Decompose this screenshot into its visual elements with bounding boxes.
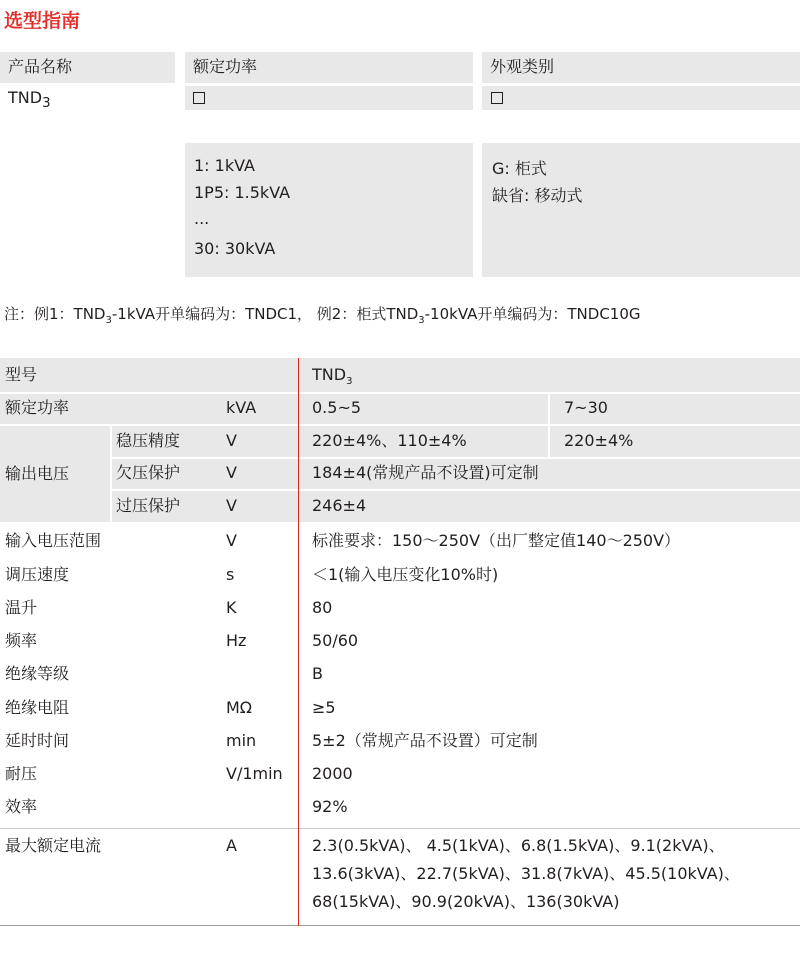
header-product-name: 产品名称 bbox=[0, 52, 175, 83]
output-row-value: 246±4 bbox=[312, 496, 367, 515]
note: 注：例1：$TND_3-1kVA$开单编码为：TNDC1， 例2：柜式$TND_3-10kVA$开单编码为：TNDC10G bbox=[4, 305, 641, 326]
output-row-name: 过压保护 bbox=[116, 496, 181, 515]
row-value: ≥5 bbox=[312, 698, 336, 717]
row-name: 输入电压范围 bbox=[5, 531, 102, 550]
output-row-unit: V bbox=[226, 496, 237, 515]
header-rated-power: 额定功率 bbox=[185, 52, 473, 83]
checkbox-power bbox=[193, 92, 205, 104]
row-name: 耐压 bbox=[5, 764, 38, 783]
power-label: 额定功率 bbox=[5, 398, 70, 417]
power-options-box bbox=[185, 143, 473, 277]
model-value: $TND_3$ bbox=[312, 365, 353, 388]
row-name: 延时时间 bbox=[5, 731, 70, 750]
power-value-high: 7~30 bbox=[564, 398, 608, 417]
model-label: 型号 bbox=[5, 365, 38, 384]
page-title: 选型指南 bbox=[4, 10, 81, 32]
current-line: 2.3(0.5kVA)、 4.5(1kVA)、6.8(1.5kVA)、9.1(2kVA)、 bbox=[312, 836, 725, 855]
column-divider bbox=[298, 358, 299, 926]
row-unit: min bbox=[226, 731, 257, 750]
power-option: ... bbox=[194, 209, 210, 228]
output-row-name: 欠压保护 bbox=[116, 463, 181, 482]
row-value: 50/60 bbox=[312, 631, 359, 650]
appearance-code-slot bbox=[482, 86, 800, 110]
header-appearance: 外观类别 bbox=[482, 52, 800, 83]
row-value: 92% bbox=[312, 797, 348, 816]
row-name: 调压速度 bbox=[5, 565, 70, 584]
row-name: 绝缘电阻 bbox=[5, 698, 70, 717]
output-row-value-2: 220±4% bbox=[564, 431, 634, 450]
output-row-name: 稳压精度 bbox=[116, 431, 181, 450]
power-option: 1P5: 1.5kVA bbox=[194, 183, 291, 202]
row-unit: s bbox=[226, 565, 235, 584]
row-unit: V/1min bbox=[226, 764, 283, 783]
row-value: 标准要求：150～250V（出厂整定值140～250V） bbox=[312, 531, 681, 550]
row-unit: K bbox=[226, 598, 237, 617]
row-name: 效率 bbox=[5, 797, 38, 816]
appearance-options-box bbox=[482, 143, 800, 277]
output-row-unit: V bbox=[226, 431, 237, 450]
row-value: 2000 bbox=[312, 764, 353, 783]
row-name: 温升 bbox=[5, 598, 38, 617]
appearance-option: 缺省: 移动式 bbox=[492, 186, 583, 205]
appearance-option: G: 柜式 bbox=[492, 159, 547, 178]
table-bottom-rule bbox=[0, 925, 800, 926]
row-unit: Hz bbox=[226, 631, 247, 650]
row-unit: MΩ bbox=[226, 698, 253, 717]
current-line: 68(15kVA)、90.9(20kVA)、136(30kVA) bbox=[312, 892, 620, 911]
output-row-unit: V bbox=[226, 463, 237, 482]
current-unit: A bbox=[226, 836, 237, 855]
current-label: 最大额定电流 bbox=[5, 836, 102, 855]
row-value: 80 bbox=[312, 598, 333, 617]
output-group-label: 输出电压 bbox=[5, 464, 70, 483]
current-line: 13.6(3kVA)、22.7(5kVA)、31.8(7kVA)、45.5(10kVA)、 bbox=[312, 864, 740, 883]
power-unit: kVA bbox=[226, 398, 257, 417]
row-value: B bbox=[312, 664, 323, 683]
model-row-bg bbox=[0, 358, 800, 392]
checkbox-appearance bbox=[491, 92, 503, 104]
power-value-low: 0.5~5 bbox=[312, 398, 362, 417]
power-option: 30: 30kVA bbox=[194, 239, 276, 258]
row-name: 绝缘等级 bbox=[5, 664, 70, 683]
output-row-value: 184±4(常规产品不设置)可定制 bbox=[312, 463, 539, 482]
row-divider bbox=[0, 828, 800, 829]
row-value: ＜1(输入电压变化10%时) bbox=[312, 565, 499, 584]
row-name: 频率 bbox=[5, 631, 38, 650]
row-value: 5±2（常规产品不设置）可定制 bbox=[312, 731, 538, 750]
power-option: 1: 1kVA bbox=[194, 156, 255, 175]
output-row-value: 220±4%、110±4% bbox=[312, 431, 467, 450]
power-row-bg bbox=[0, 393, 800, 424]
product-code: $TND_3$ bbox=[8, 88, 51, 112]
power-code-slot bbox=[185, 86, 473, 110]
row-unit: V bbox=[226, 531, 237, 550]
